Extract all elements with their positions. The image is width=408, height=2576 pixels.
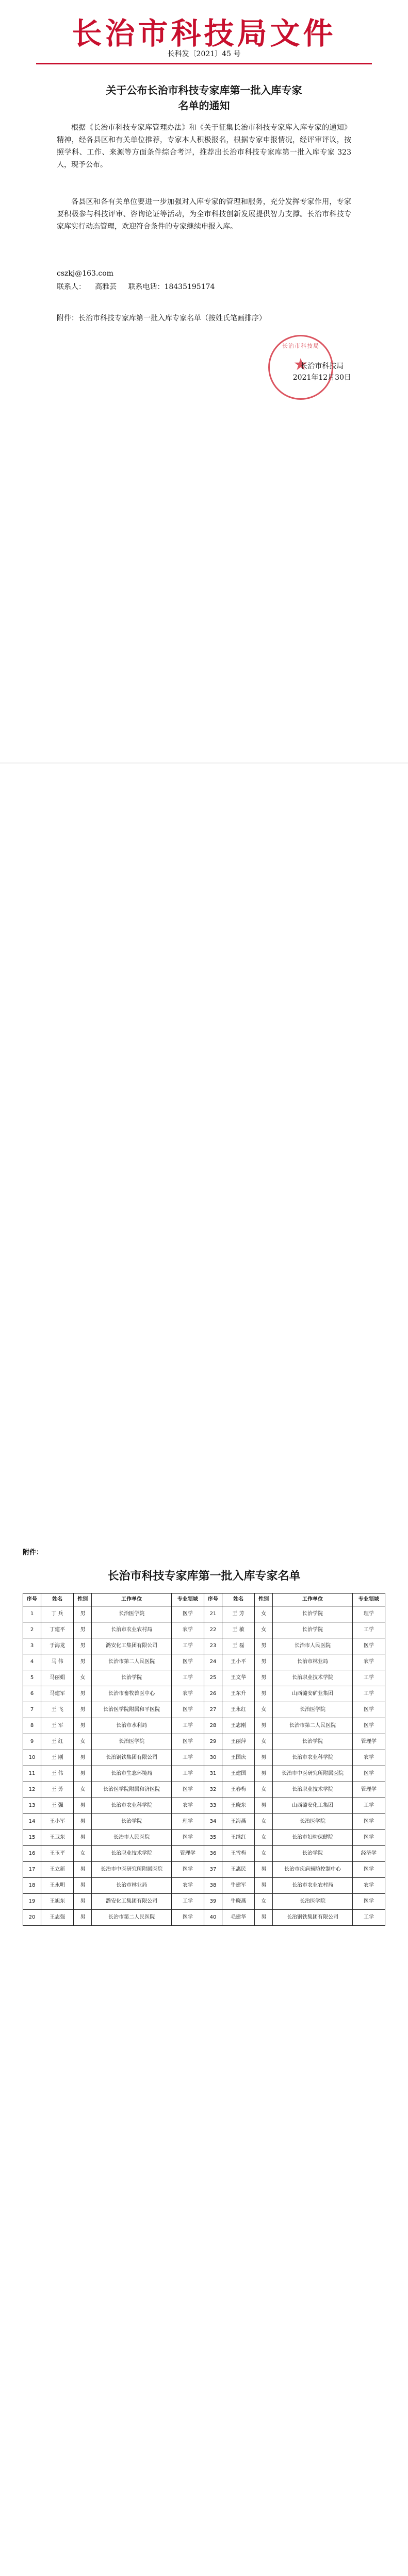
- table-cell: 农学: [352, 1878, 385, 1894]
- table-cell: 王永明: [41, 1878, 74, 1894]
- contact-person-label: 联系人：: [57, 283, 86, 291]
- table-cell: 马 伟: [41, 1654, 74, 1670]
- contact-email[interactable]: cszkj@163.com: [57, 269, 113, 278]
- table-row: [23, 1734, 385, 1750]
- table-row: [23, 1670, 385, 1686]
- annex-title: 长治市科技专家库第一批入库专家名单: [107, 1569, 301, 1583]
- table-cell: 医学: [171, 1862, 204, 1878]
- table-cell: 长治市畜牧兽医中心: [92, 1686, 171, 1702]
- table-cell: 医学: [171, 1830, 204, 1846]
- table-header-cell: 姓名: [222, 1594, 255, 1606]
- table-cell: 工学: [171, 1670, 204, 1686]
- table-cell: 22: [204, 1622, 222, 1638]
- table-cell: 男: [74, 1830, 92, 1846]
- notice-title-line1: 关于公布长治市科技专家库第一批入库专家: [106, 84, 302, 96]
- table-cell: 王雪梅: [222, 1846, 255, 1862]
- table-cell: 长治市疾病预防控制中心: [273, 1862, 352, 1878]
- table-header-row: [23, 1594, 385, 1606]
- table-cell: 27: [204, 1702, 222, 1718]
- attachment-note: 附件：长治市科技专家库第一批入库专家名单（按姓氏笔画排序）: [57, 314, 266, 323]
- table-row: [23, 1814, 385, 1830]
- table-cell: 王 芳: [41, 1782, 74, 1798]
- table-cell: 长治医学院附属和济医院: [92, 1782, 171, 1798]
- table-cell: 王春梅: [222, 1782, 255, 1798]
- table-cell: 潞安化工集团有限公司: [92, 1638, 171, 1654]
- table-cell: 王 红: [41, 1734, 74, 1750]
- table-cell: 女: [255, 1606, 273, 1622]
- document-number: 长科发〔2021〕45 号: [167, 50, 241, 58]
- table-cell: 医学: [171, 1782, 204, 1798]
- table-cell: 男: [74, 1654, 92, 1670]
- table-cell: 长治钢铁集团有限公司: [273, 1910, 352, 1926]
- table-cell: 工学: [352, 1910, 385, 1926]
- expert-table: [23, 1593, 385, 1926]
- table-cell: 男: [255, 1686, 273, 1702]
- table-row: [23, 1766, 385, 1782]
- table-cell: 王卫东: [41, 1830, 74, 1846]
- table-header-cell: 工作单位: [273, 1594, 352, 1606]
- table-cell: 男: [255, 1718, 273, 1734]
- table-cell: 长治学院: [92, 1670, 171, 1686]
- red-divider: [36, 63, 372, 64]
- table-cell: 2: [23, 1622, 41, 1638]
- table-cell: 男: [255, 1750, 273, 1766]
- table-row: [23, 1846, 385, 1862]
- table-cell: 工学: [352, 1622, 385, 1638]
- table-cell: 长治医学院: [92, 1734, 171, 1750]
- table-cell: 牛建军: [222, 1878, 255, 1894]
- table-cell: 26: [204, 1686, 222, 1702]
- table-cell: 13: [23, 1798, 41, 1814]
- table-cell: 女: [255, 1702, 273, 1718]
- table-cell: 工学: [352, 1686, 385, 1702]
- table-cell: 王 芳: [222, 1606, 255, 1622]
- table-cell: 男: [74, 1622, 92, 1638]
- table-cell: 医学: [171, 1606, 204, 1622]
- table-cell: 男: [74, 1910, 92, 1926]
- table-cell: 长治医学院: [92, 1606, 171, 1622]
- table-header-cell: 性别: [74, 1594, 92, 1606]
- table-cell: 23: [204, 1638, 222, 1654]
- annex-page: [0, 1526, 408, 2576]
- table-cell: 长治学院: [92, 1814, 171, 1830]
- table-cell: 于海龙: [41, 1638, 74, 1654]
- table-cell: 男: [74, 1814, 92, 1830]
- table-cell: 王丽萍: [222, 1734, 255, 1750]
- table-cell: 35: [204, 1830, 222, 1846]
- table-cell: 40: [204, 1910, 222, 1926]
- table-cell: 王玉平: [41, 1846, 74, 1862]
- table-cell: 长治医学院: [273, 1814, 352, 1830]
- table-cell: 36: [204, 1846, 222, 1862]
- table-row: [23, 1750, 385, 1766]
- table-cell: 长治市第二人民医院: [273, 1718, 352, 1734]
- table-cell: 9: [23, 1734, 41, 1750]
- table-cell: 女: [74, 1846, 92, 1862]
- table-cell: 32: [204, 1782, 222, 1798]
- table-cell: 王 飞: [41, 1702, 74, 1718]
- table-row: [23, 1686, 385, 1702]
- table-cell: 医学: [352, 1814, 385, 1830]
- table-cell: 医学: [171, 1702, 204, 1718]
- table-cell: 男: [255, 1638, 273, 1654]
- agency-title: 长治市科技局文件: [72, 16, 336, 51]
- table-cell: 医学: [171, 1654, 204, 1670]
- table-cell: 经济学: [352, 1846, 385, 1862]
- table-row: [23, 1622, 385, 1638]
- table-row: [23, 1638, 385, 1654]
- table-cell: 王 军: [41, 1718, 74, 1734]
- table-cell: 女: [255, 1846, 273, 1862]
- table-cell: 理学: [171, 1814, 204, 1830]
- table-cell: 11: [23, 1766, 41, 1782]
- table-header-cell: 工作单位: [92, 1594, 171, 1606]
- table-cell: 长治市中医研究所附属医院: [92, 1862, 171, 1878]
- table-cell: 农学: [171, 1686, 204, 1702]
- table-row: [23, 1702, 385, 1718]
- table-cell: 男: [255, 1910, 273, 1926]
- table-row: [23, 1654, 385, 1670]
- table-cell: 男: [74, 1638, 92, 1654]
- table-cell: 医学: [352, 1702, 385, 1718]
- table-cell: 男: [255, 1654, 273, 1670]
- table-cell: 16: [23, 1846, 41, 1862]
- seal-ring-text: 长治市科技局: [282, 343, 319, 349]
- table-cell: 长治市第二人民医院: [92, 1910, 171, 1926]
- table-cell: 长治学院: [273, 1622, 352, 1638]
- table-cell: 丁建平: [41, 1622, 74, 1638]
- table-body: [23, 1606, 385, 1926]
- table-cell: 王文华: [222, 1670, 255, 1686]
- table-cell: 医学: [171, 1910, 204, 1926]
- table-cell: 王旭东: [41, 1894, 74, 1910]
- table-cell: 女: [255, 1782, 273, 1798]
- table-cell: 男: [74, 1750, 92, 1766]
- notice-title-line2: 名单的通知: [178, 99, 230, 112]
- table-cell: 长治市妇幼保健院: [273, 1830, 352, 1846]
- table-row: [23, 1798, 385, 1814]
- table-cell: 21: [204, 1606, 222, 1622]
- table-cell: 男: [74, 1686, 92, 1702]
- table-cell: 长治市中医研究所附属医院: [273, 1766, 352, 1782]
- table-cell: 长治学院: [273, 1734, 352, 1750]
- seal-star-icon: ★: [293, 354, 308, 374]
- table-cell: 王 伟: [41, 1766, 74, 1782]
- table-cell: 农学: [352, 1750, 385, 1766]
- table-cell: 25: [204, 1670, 222, 1686]
- table-cell: 山西潞安矿业集团: [273, 1686, 352, 1702]
- table-cell: 王海燕: [222, 1814, 255, 1830]
- table-cell: 王 磊: [222, 1638, 255, 1654]
- table-header-cell: 专业领域: [352, 1594, 385, 1606]
- contact-person-name: 高雅芸: [95, 283, 117, 291]
- table-cell: 长治市农业农村局: [92, 1622, 171, 1638]
- table-cell: 医学: [352, 1894, 385, 1910]
- table-cell: 6: [23, 1686, 41, 1702]
- table-cell: 14: [23, 1814, 41, 1830]
- table-cell: 长治市生态环境局: [92, 1766, 171, 1782]
- table-cell: 男: [255, 1670, 273, 1686]
- table-cell: 20: [23, 1910, 41, 1926]
- table-cell: 长治市第二人民医院: [92, 1654, 171, 1670]
- table-cell: 王小平: [222, 1654, 255, 1670]
- table-cell: 王 刚: [41, 1750, 74, 1766]
- table-cell: 理学: [352, 1606, 385, 1622]
- table-cell: 丁 兵: [41, 1606, 74, 1622]
- table-cell: 长治职业技术学院: [273, 1782, 352, 1798]
- table-row: [23, 1782, 385, 1798]
- table-cell: 牛晓燕: [222, 1894, 255, 1910]
- table-cell: 马建军: [41, 1686, 74, 1702]
- table-cell: 长治市林业局: [92, 1878, 171, 1894]
- table-cell: 工学: [171, 1718, 204, 1734]
- table-cell: 34: [204, 1814, 222, 1830]
- table-cell: 17: [23, 1862, 41, 1878]
- table-cell: 长治市人民医院: [92, 1830, 171, 1846]
- table-cell: 男: [74, 1718, 92, 1734]
- table-cell: 24: [204, 1654, 222, 1670]
- table-cell: 长治学院: [273, 1606, 352, 1622]
- table-cell: 长治市水利局: [92, 1718, 171, 1734]
- table-row: [23, 1910, 385, 1926]
- table-cell: 18: [23, 1878, 41, 1894]
- table-cell: 医学: [352, 1862, 385, 1878]
- table-cell: 工学: [352, 1670, 385, 1686]
- table-cell: 15: [23, 1830, 41, 1846]
- table-cell: 长治学院: [273, 1846, 352, 1862]
- table-cell: 长治市农业科学院: [273, 1750, 352, 1766]
- table-cell: 男: [74, 1606, 92, 1622]
- table-cell: 长治钢铁集团有限公司: [92, 1750, 171, 1766]
- table-cell: 王 强: [41, 1798, 74, 1814]
- table-cell: 10: [23, 1750, 41, 1766]
- table-cell: 农学: [352, 1654, 385, 1670]
- table-cell: 女: [255, 1830, 273, 1846]
- signature-block: [293, 361, 351, 383]
- table-cell: 王志强: [41, 1910, 74, 1926]
- table-cell: 长治医学院附属和平医院: [92, 1702, 171, 1718]
- table-cell: 毛建华: [222, 1910, 255, 1926]
- table-cell: 工学: [171, 1894, 204, 1910]
- table-cell: 管理学: [352, 1734, 385, 1750]
- table-cell: 1: [23, 1606, 41, 1622]
- table-cell: 工学: [171, 1638, 204, 1654]
- table-cell: 33: [204, 1798, 222, 1814]
- table-cell: 农学: [171, 1878, 204, 1894]
- table-cell: 工学: [171, 1750, 204, 1766]
- table-cell: 医学: [171, 1734, 204, 1750]
- table-cell: 王立新: [41, 1862, 74, 1878]
- table-cell: 山西潞安化工集团: [273, 1798, 352, 1814]
- table-cell: 28: [204, 1718, 222, 1734]
- table-cell: 长治市农业农村局: [273, 1878, 352, 1894]
- table-header-cell: 序号: [204, 1594, 222, 1606]
- table-cell: 长治市农业科学院: [92, 1798, 171, 1814]
- table-cell: 男: [74, 1862, 92, 1878]
- table-row: [23, 1830, 385, 1846]
- table-cell: 7: [23, 1702, 41, 1718]
- table-row: [23, 1878, 385, 1894]
- notice-paragraph-2: 各县区和各有关单位要进一步加强对入库专家的管理和服务，充分发挥专家作用，专家要积极参与科技评审、咨询论证等活动，为全市科技创新发展提供智力支撑。长治市科技专家库实行动态管理，欢迎符合条件的专家继续申报入库。: [57, 198, 351, 231]
- table-cell: 农学: [171, 1622, 204, 1638]
- annex-label: 附件：: [23, 1549, 43, 1556]
- table-cell: 男: [74, 1766, 92, 1782]
- table-cell: 王晓东: [222, 1798, 255, 1814]
- table-cell: 长治医学院: [273, 1702, 352, 1718]
- table-cell: 医学: [352, 1638, 385, 1654]
- table-cell: 男: [255, 1766, 273, 1782]
- table-row: [23, 1862, 385, 1878]
- table-cell: 12: [23, 1782, 41, 1798]
- table-cell: 农学: [171, 1798, 204, 1814]
- signature-date: 2021年12月30日: [292, 374, 351, 382]
- table-cell: 男: [74, 1798, 92, 1814]
- table-cell: 5: [23, 1670, 41, 1686]
- table-cell: 工学: [352, 1798, 385, 1814]
- table-cell: 王惠民: [222, 1862, 255, 1878]
- table-cell: 男: [255, 1862, 273, 1878]
- contact-line: [57, 281, 224, 293]
- table-cell: 女: [255, 1622, 273, 1638]
- notice-title: [57, 82, 351, 113]
- notice-page: [0, 0, 408, 762]
- table-header-cell: 序号: [23, 1594, 41, 1606]
- table-cell: 女: [74, 1782, 92, 1798]
- table-cell: 女: [74, 1734, 92, 1750]
- table-cell: 王建国: [222, 1766, 255, 1782]
- table-cell: 医学: [352, 1830, 385, 1846]
- table-cell: 管理学: [171, 1846, 204, 1862]
- table-header-cell: 专业领域: [171, 1594, 204, 1606]
- table-header-cell: 性别: [255, 1594, 273, 1606]
- table-cell: 马丽娟: [41, 1670, 74, 1686]
- table-row: [23, 1894, 385, 1910]
- contact-phone: 联系电话：18435195174: [128, 283, 215, 291]
- table-cell: 29: [204, 1734, 222, 1750]
- table-cell: 医学: [352, 1766, 385, 1782]
- table-row: [23, 1606, 385, 1622]
- table-cell: 王永红: [222, 1702, 255, 1718]
- table-cell: 30: [204, 1750, 222, 1766]
- table-cell: 女: [74, 1670, 92, 1686]
- table-cell: 39: [204, 1894, 222, 1910]
- table-cell: 长治市人民医院: [273, 1638, 352, 1654]
- table-cell: 女: [255, 1734, 273, 1750]
- table-cell: 37: [204, 1862, 222, 1878]
- table-cell: 长治市林业局: [273, 1654, 352, 1670]
- table-cell: 医学: [352, 1718, 385, 1734]
- table-cell: 男: [74, 1878, 92, 1894]
- table-cell: 潞安化工集团有限公司: [92, 1894, 171, 1910]
- table-cell: 8: [23, 1718, 41, 1734]
- table-cell: 31: [204, 1766, 222, 1782]
- table-cell: 王 敏: [222, 1622, 255, 1638]
- table-cell: 男: [255, 1878, 273, 1894]
- table-cell: 男: [74, 1894, 92, 1910]
- table-cell: 王志刚: [222, 1718, 255, 1734]
- table-cell: 女: [255, 1894, 273, 1910]
- table-cell: 王小军: [41, 1814, 74, 1830]
- table-cell: 男: [255, 1798, 273, 1814]
- table-cell: 长治职业技术学院: [92, 1846, 171, 1862]
- table-cell: 王继红: [222, 1830, 255, 1846]
- notice-paragraph-1: 根据《长治市科技专家库管理办法》和《关于征集长治市科技专家库入库专家的通知》精神，经各县区和有关单位推荐，专家本人积极报名，根据专家申报情况，经评审评议，按照学科、工作、来源等方面条件综合考评，推荐出长治市科技专家库第一批入库专家 323 人，现予公布。: [57, 124, 351, 169]
- table-cell: 男: [74, 1702, 92, 1718]
- table-cell: 王东升: [222, 1686, 255, 1702]
- table-cell: 长治医学院: [273, 1894, 352, 1910]
- page-divider: [0, 762, 408, 764]
- table-cell: 3: [23, 1638, 41, 1654]
- table-header-cell: 姓名: [41, 1594, 74, 1606]
- table-cell: 管理学: [352, 1782, 385, 1798]
- table-cell: 女: [255, 1814, 273, 1830]
- table-cell: 4: [23, 1654, 41, 1670]
- table-cell: 长治职业技术学院: [273, 1670, 352, 1686]
- signature-org: 长治市科技局: [300, 362, 344, 370]
- table-cell: 工学: [171, 1766, 204, 1782]
- table-cell: 19: [23, 1894, 41, 1910]
- table-row: [23, 1718, 385, 1734]
- table-cell: 38: [204, 1878, 222, 1894]
- table-cell: 王国庆: [222, 1750, 255, 1766]
